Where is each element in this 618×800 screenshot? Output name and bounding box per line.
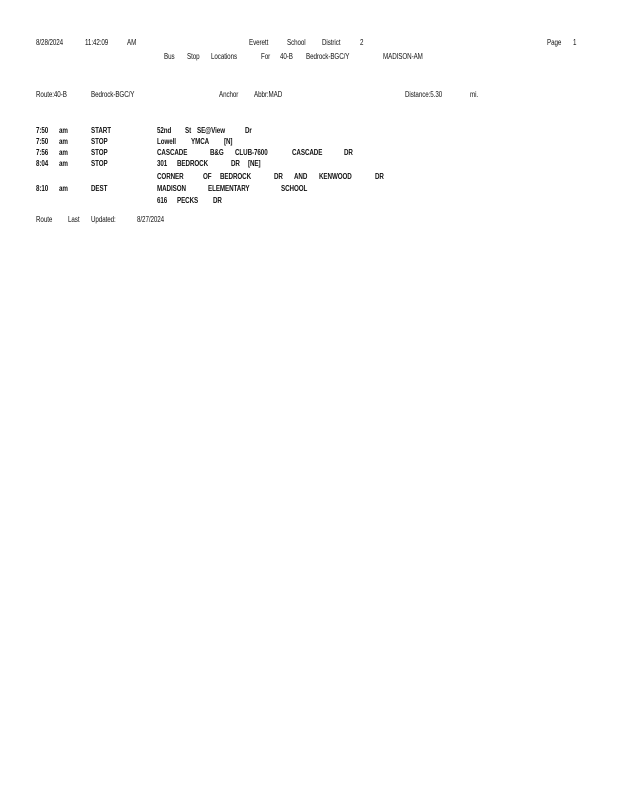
org-word: District bbox=[322, 38, 341, 47]
stop-ampm: am bbox=[59, 148, 68, 157]
stop-location-word: [N] bbox=[224, 137, 233, 146]
stop-type: STOP bbox=[91, 148, 108, 157]
report-time: 11:42:09 bbox=[85, 38, 109, 47]
route-distance: Distance:5.30 bbox=[405, 90, 443, 99]
stop-location-word: KENWOOD bbox=[319, 172, 352, 181]
subtitle-school: MADISON-AM bbox=[383, 52, 423, 61]
subtitle-word: Locations bbox=[211, 52, 238, 61]
stop-time: 7:50 bbox=[36, 137, 49, 146]
stop-location-word: BEDROCK bbox=[220, 172, 252, 181]
route-name: Bedrock-BGC/Y bbox=[91, 90, 135, 99]
stop-type: STOP bbox=[91, 159, 108, 168]
page-number: 1 bbox=[573, 38, 577, 47]
subtitle-word: Bus bbox=[164, 52, 175, 61]
stop-time: 8:10 bbox=[36, 184, 49, 193]
stop-time: 7:56 bbox=[36, 148, 49, 157]
footer-word: Last bbox=[68, 215, 80, 224]
stop-location-word: ELEMENTARY bbox=[208, 184, 250, 193]
stop-time: 8:04 bbox=[36, 159, 49, 168]
footer-word: Route bbox=[36, 215, 53, 224]
stop-location-word: CLUB-7600 bbox=[235, 148, 268, 157]
stop-location-word: AND bbox=[294, 172, 308, 181]
stop-location-word: B&G bbox=[210, 148, 224, 157]
stop-ampm: am bbox=[59, 126, 68, 135]
stop-location-word: DR bbox=[375, 172, 384, 181]
footer-word: Updated: bbox=[91, 215, 116, 224]
stop-location-word: DR bbox=[231, 159, 240, 168]
page-label: Page bbox=[547, 38, 562, 47]
stop-location-word: SCHOOL bbox=[281, 184, 308, 193]
stop-ampm: am bbox=[59, 137, 68, 146]
stop-location-word: DR bbox=[213, 196, 222, 205]
subtitle-route: 40-B bbox=[280, 52, 293, 61]
stop-location-word: CASCADE bbox=[292, 148, 323, 157]
stop-location-word: YMCA bbox=[191, 137, 210, 146]
stop-location-word: MADISON bbox=[157, 184, 186, 193]
stop-location-word: CORNER bbox=[157, 172, 184, 181]
org-word: 2 bbox=[360, 38, 364, 47]
stop-location-word: CASCADE bbox=[157, 148, 188, 157]
anchor-label: Anchor bbox=[219, 90, 239, 99]
org-word: Everett bbox=[249, 38, 269, 47]
stop-location-word: 301 bbox=[157, 159, 168, 168]
report-date: 8/28/2024 bbox=[36, 38, 64, 47]
last-updated-date: 8/27/2024 bbox=[137, 215, 165, 224]
stop-location-word: DR bbox=[344, 148, 353, 157]
stop-type: START bbox=[91, 126, 111, 135]
org-word: School bbox=[287, 38, 306, 47]
report-ampm: AM bbox=[127, 38, 137, 47]
subtitle-word: Stop bbox=[187, 52, 200, 61]
stop-location-word: St bbox=[185, 126, 192, 135]
stop-type: STOP bbox=[91, 137, 108, 146]
stop-location-word: SE@View bbox=[197, 126, 225, 135]
subtitle-word: For bbox=[261, 52, 271, 61]
stop-ampm: am bbox=[59, 184, 68, 193]
stop-ampm: am bbox=[59, 159, 68, 168]
stop-location-word: OF bbox=[203, 172, 212, 181]
stop-location-word: DR bbox=[274, 172, 283, 181]
subtitle-name: Bedrock-BGC/Y bbox=[306, 52, 350, 61]
stop-location-word: [NE] bbox=[248, 159, 261, 168]
anchor-abbr: Abbr:MAD bbox=[254, 90, 283, 99]
stop-time: 7:50 bbox=[36, 126, 49, 135]
stop-type: DEST bbox=[91, 184, 108, 193]
stop-location-word: BEDROCK bbox=[177, 159, 209, 168]
stop-location-word: 52nd bbox=[157, 126, 172, 135]
distance-unit: mi. bbox=[470, 90, 479, 99]
stop-location-word: 616 bbox=[157, 196, 168, 205]
stop-location-word: PECKS bbox=[177, 196, 199, 205]
stop-location-word: Lowell bbox=[157, 137, 176, 146]
stop-location-word: Dr bbox=[245, 126, 252, 135]
route-id: Route:40-B bbox=[36, 90, 67, 99]
